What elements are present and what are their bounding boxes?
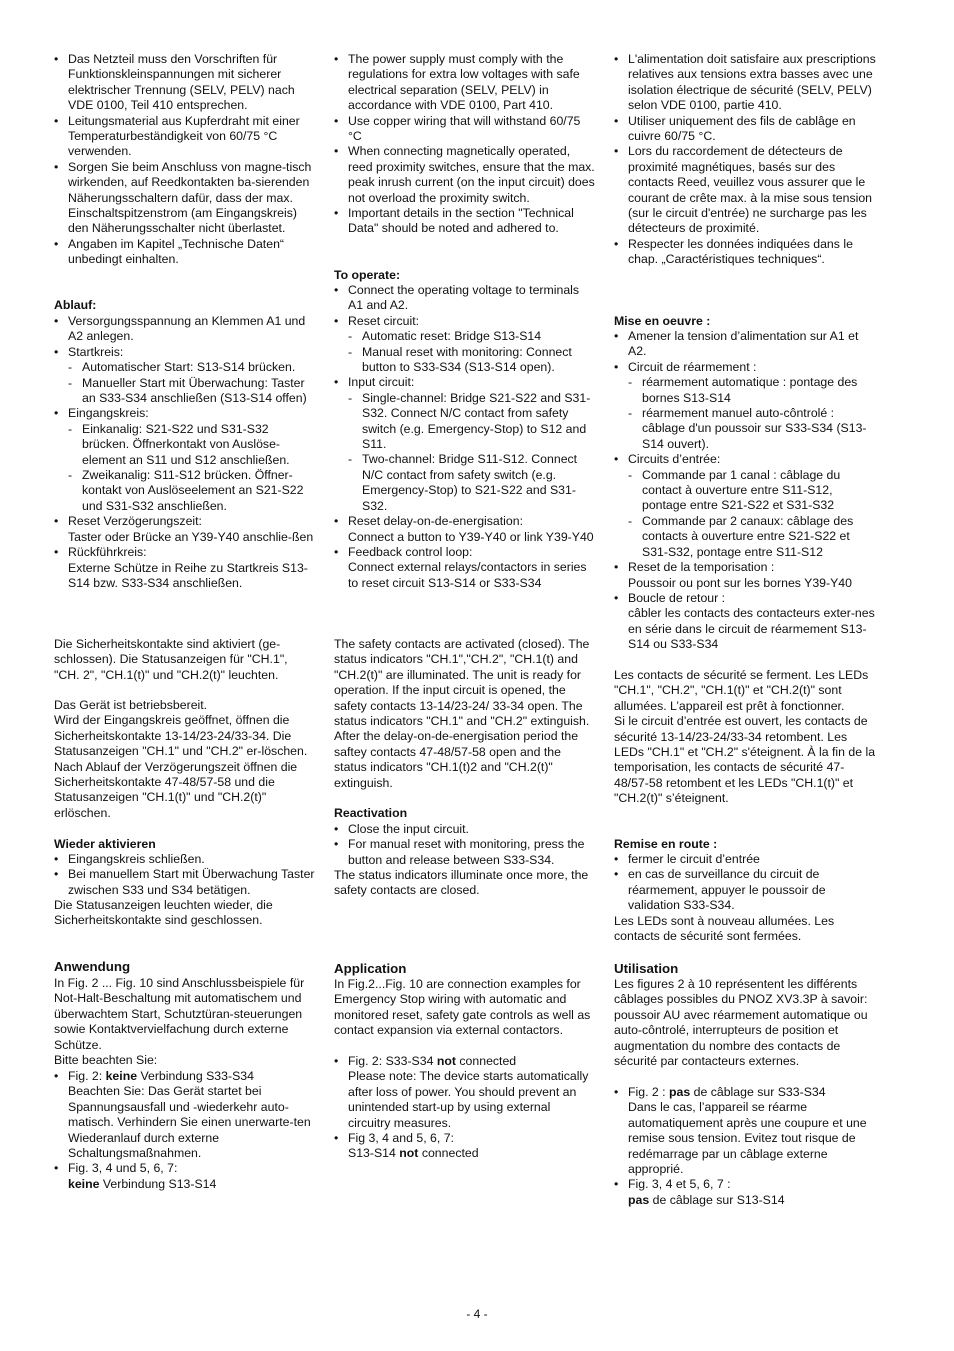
- application-heading-de: Anwendung: [54, 959, 131, 974]
- pre-bullets-en: [334, 52, 596, 237]
- list-item: - Manual reset with monitoring: Connect button to S33-S34 (S13-S14 open).: [348, 344, 572, 375]
- list-item: • Eingangskreis schließen.: [54, 852, 205, 866]
- list-item: • Use copper wiring that will withstand 60/75 °C: [334, 113, 581, 144]
- list-item: • fermer le circuit d’entrée: [614, 852, 760, 866]
- application-intro-de: In Fig. 2 ... Fig. 10 sind Anschlussbeispiele für Not-Halt-Beschaltung mit automatischem und überwachtem Start, Schutztüran-steuerungen sowie Kontaktvervielfachung durch externe Schütze. Bitte beachten Sie:: [54, 976, 305, 1068]
- list-item: • Reset delay-on-de-energisation: Connect a button to Y39-Y40 or link Y39-Y40: [334, 514, 594, 544]
- ablauf-list: [54, 314, 316, 591]
- status-paragraph-en: The safety contacts are activated (closed). The status indicators "CH.1","CH.2", "CH.1(t) and "CH.2(t)" are illuminated. The unit is ready for operation. If the input circuit is opened, the safety contacts 13-14/23-24/ 33-34 open. The status indicators "CH.1" and "CH.2" extinguish. After the delay-on-de-energisation period the saftey contacts 47-48/57-58 open and the status indicators "CH.1(t)2 and "CH.2(t)" extinguish.: [334, 637, 590, 790]
- list-item: • Reset Verzögerungszeit: Taster oder Brücke an Y39-Y40 anschlie-ßen: [54, 514, 314, 544]
- list-item: • Input circuit:: [334, 375, 415, 390]
- list-item: • When connecting magnetically operated, reed proximity switches, ensure that the max. peak inrush current (on the input circuit) does not overload the proximity switch.: [334, 144, 595, 205]
- list-item: • Fig. 2: keine Verbindung S33-S34 Beachten Sie: Das Gerät startet bei Spannungsausfall und -wiederkehr auto-matisch. Verhindern Sie einen unerwarte-ten Wiederanlauf durch externe Schaltungsmaßnahmen.: [54, 1069, 311, 1161]
- list-item: - Commande par 1 canal : câblage du contact à ouverture entre S11-S12, pontage entre S21-S22 et S31-S32: [628, 467, 841, 513]
- application-list-de: [54, 1069, 316, 1192]
- list-item: • Sorgen Sie beim Anschluss von magne-tisch wirkenden, auf Reedkontakten ba-sierenden Näherungsschaltern dafür, dass der max. Einschaltspitzenstrom (am Eingangskreis) den Näherungsschalter nicht überlastet.: [54, 159, 312, 236]
- list-item: • Amener la tension d’alimentation sur A1 et A2.: [614, 329, 859, 359]
- reactivate-heading-en: Reactivation: [334, 806, 408, 820]
- reactivate-list-fr: [614, 852, 876, 914]
- list-item: • Feedback control loop: Connect external relays/contactors in series to reset circuit S13-S14 or S33-S34: [334, 544, 587, 590]
- application-intro-fr: Les figures 2 à 10 représentent les différents câblages possibles du PNOZ XV3.3P à savoir: poussoir AU avec réarmement automatique ou auto-côntrolé, interrupteurs de position et augmentation du nombre des contacts de sécurité par contacteurs externes.: [614, 977, 868, 1069]
- list-item: • Close the input circuit.: [334, 822, 469, 836]
- list-item: - réarmement automatique : pontage des bornes S13-S14: [628, 375, 858, 405]
- list-item: • Respecter les données indiquées dans le chap. „Caractéristiques techniques“.: [614, 236, 853, 267]
- operate-heading: To operate:: [334, 268, 401, 282]
- reactivate-after-en: The status indicators illuminate once more, the safety contacts are closed.: [334, 868, 589, 898]
- pre-bullets-de: [54, 52, 316, 268]
- operate-list: [334, 283, 596, 591]
- status-paragraph-de: Die Sicherheitskontakte sind aktiviert (ge-schlossen). Die Statusanzeigen für "CH.1", "CH. 2", "CH.1(t)" und "CH.2(t)" leuchten.: [54, 637, 288, 682]
- list-item: • Fig. 2: S33-S34 not connected Please note: The device starts automatically after loss of power. You should prevent an unintended start-up by using external circuitry measures.: [334, 1054, 589, 1130]
- list-item: • Fig. 2 : pas de câblage sur S33-S34 Dans le cas, l’appareil se réarme automatiquement après une coupure et une remise sous tension. Evitez tout risque de redémarrage par un câblage externe approprié.: [614, 1085, 867, 1177]
- list-item: • en cas de surveillance du circuit de réarmement, appuyer le poussoir de validation S33-S34.: [614, 867, 826, 913]
- ready-paragraph-de: Das Gerät ist betriebsbereit. Wird der Eingangskreis geöffnet, öffnen die Sicherheitskontakte 13-14/23-24/33-34. Die Statusanzeigen "CH.1" und "CH.2" er-löschen. Nach Ablauf der Verzögerungszeit öffnen die Sicherheitskontakte 47-48/57-58 und die Statusanzeigen "CH.1(t)" und "CH.2(t)" erlöschen.: [54, 698, 308, 820]
- reactivate-after-de: Die Statusanzeigen leuchten wieder, die Sicherheitskontakte sind geschlossen.: [54, 898, 273, 928]
- list-item: - Manueller Start mit Überwachung: Taster an S33-S34 anschließen (S13-S14 offen): [68, 375, 307, 406]
- list-item: • Leitungsmaterial aus Kupferdraht mit einer Temperaturbeständigkeit von 60/75 °C verwenden.: [54, 113, 300, 159]
- application-list-fr: [614, 1085, 876, 1208]
- list-item: - réarmement manuel auto-côntrolé : câblage d'un poussoir sur S33-S34 (S13-S14 ouvert).: [628, 406, 867, 451]
- reactivate-list-en: [334, 822, 596, 868]
- reactivate-heading-de: Wieder aktivieren: [54, 837, 156, 851]
- application-heading-en: Application: [334, 961, 407, 976]
- list-item: • Das Netzteil muss den Vorschriften für Funktionskleinspannungen mit sicherer elektrischer Trennung (SELV, PELV) nach VDE 0100, Teil 410 entsprechen.: [54, 52, 295, 113]
- list-item: • Lors du raccordement de détecteurs de proximité magnétiques, basés sur des contacts Reed, veuillez vous assurer que le courant de crête max. à la mise sous tension (sur le circuit d'entrée) ne surcharge pas les détecteurs de proximité.: [614, 144, 873, 236]
- application-intro-en: In Fig.2...Fig. 10 are connection examples for Emergency Stop wiring with automatic and monitored reset, safety gate controls as well as contact expansion via external contactors.: [334, 977, 591, 1038]
- reactivate-after-fr: Les LEDs sont à nouveau allumées. Les contacts de sécurité sont fermées.: [614, 914, 835, 944]
- list-item: • Angaben im Kapitel „Technische Daten“ unbedingt einhalten.: [54, 236, 284, 267]
- list-item: - Zweikanalig: S11-S12 brücken. Öffner-kontakt von Auslöseelement an S21-S22 und S31-S32 anschließen.: [68, 468, 304, 513]
- list-item: - Automatic reset: Bridge S13-S14: [348, 329, 542, 344]
- list-item: • Rückführkreis: Externe Schütze in Reihe zu Startkreis S13-S14 bzw. S33-S34 anschließen.: [54, 545, 308, 590]
- list-item: - Commande par 2 canaux: câblage des contacts à ouverture entre S21-S22 et S31-S32, pontage entre S11-S12: [628, 513, 854, 559]
- list-item: • Bei manuellem Start mit Überwachung Taster zwischen S33 und S34 betätigen.: [54, 867, 315, 897]
- mise-heading: Mise en oeuvre :: [614, 314, 711, 328]
- list-item: • For manual reset with monitoring, press the button and release between S33-S34.: [334, 837, 585, 867]
- list-item: • Fig. 3, 4 und 5, 6, 7: keine Verbindung S13-S14: [54, 1161, 217, 1191]
- list-item: - Automatischer Start: S13-S14 brücken.: [68, 360, 296, 375]
- list-item: • Fig. 3, 4 et 5, 6, 7 : pas de câblage sur S13-S14: [614, 1177, 785, 1207]
- list-item: • Startkreis:: [54, 344, 124, 359]
- list-item: - Einkanalig: S21-S22 und S31-S32 brücken. Öffnerkontakt von Auslöse-element an S11 und S12 anschließen.: [68, 421, 290, 467]
- list-item: • Circuits d’entrée:: [614, 452, 721, 467]
- pre-bullets-fr: [614, 52, 876, 268]
- list-item: • L'alimentation doit satisfaire aux prescriptions relatives aux tensions extra basses avec une isolation électrique de sécurité (SELV, PELV) selon VDE 0100, partie 410.: [614, 52, 876, 113]
- list-item: - Single-channel: Bridge S21-S22 and S31-S32. Connect N/C contact from safety switch (e.g. Emergency-Stop) to S12 and S11.: [348, 390, 591, 452]
- list-item: • Boucle de retour : câbler les contacts des contacteurs exter-nes en série dans le circuit de réarmement S13-S14 ou S33-S34: [614, 590, 875, 652]
- list-item: - Two-channel: Bridge S11-S12. Connect N/C contact from safety switch (e.g. Emergency-Stop) to S21-S22 and S31-S32.: [348, 452, 578, 513]
- application-list-en: [334, 1054, 596, 1162]
- status-paragraph-fr: Les contacts de sécurité se ferment. Les LEDs "CH.1", "CH.2", "CH.1(t)" et "CH.2(t)" sont allumées. L’appareil est prêt à fonctionner. Si le circuit d’entrée est ouvert, les contacts de sécurité 13-14/23-24/33-34 retombent. Les LEDs "CH.1" et "CH.2" s'éteignent. À la fin de la temporisation, les contacts de sécurité 47-48/57-58 retombent et les LEDs "CH.1(t)" et "CH.2(t)" s’éteignent.: [614, 668, 876, 806]
- mise-list: [614, 329, 876, 653]
- list-item: • Circuit de réarmement :: [614, 359, 757, 374]
- list-item: • Eingangskreis:: [54, 406, 149, 421]
- list-item: • Versorgungsspannung an Klemmen A1 und A2 anlegen.: [54, 314, 306, 344]
- list-item: • The power supply must comply with the regulations for extra low voltages with safe electrical separation (SELV, PELV) in accordance with VDE 0100, Part 410.: [334, 52, 580, 113]
- application-heading-fr: Utilisation: [614, 961, 679, 976]
- ablauf-heading: Ablauf:: [54, 298, 97, 312]
- list-item: • Fig 3, 4 and 5, 6, 7: S13-S14 not connected: [334, 1131, 479, 1161]
- list-item: • Connect the operating voltage to terminals A1 and A2.: [334, 283, 580, 313]
- list-item: • Utiliser uniquement des fils de cablâge en cuivre 60/75 °C.: [614, 113, 856, 144]
- reactivate-heading-fr: Remise en route :: [614, 837, 718, 851]
- list-item: • Important details in the section "Technical Data" should be noted and adhered to.: [334, 206, 574, 236]
- list-item: • Reset de la temporisation : Poussoir ou pont sur les bornes Y39-Y40: [614, 560, 852, 590]
- list-item: • Reset circuit:: [334, 313, 420, 328]
- page-number: - 4 -: [466, 1307, 488, 1321]
- reactivate-list-de: [54, 852, 316, 898]
